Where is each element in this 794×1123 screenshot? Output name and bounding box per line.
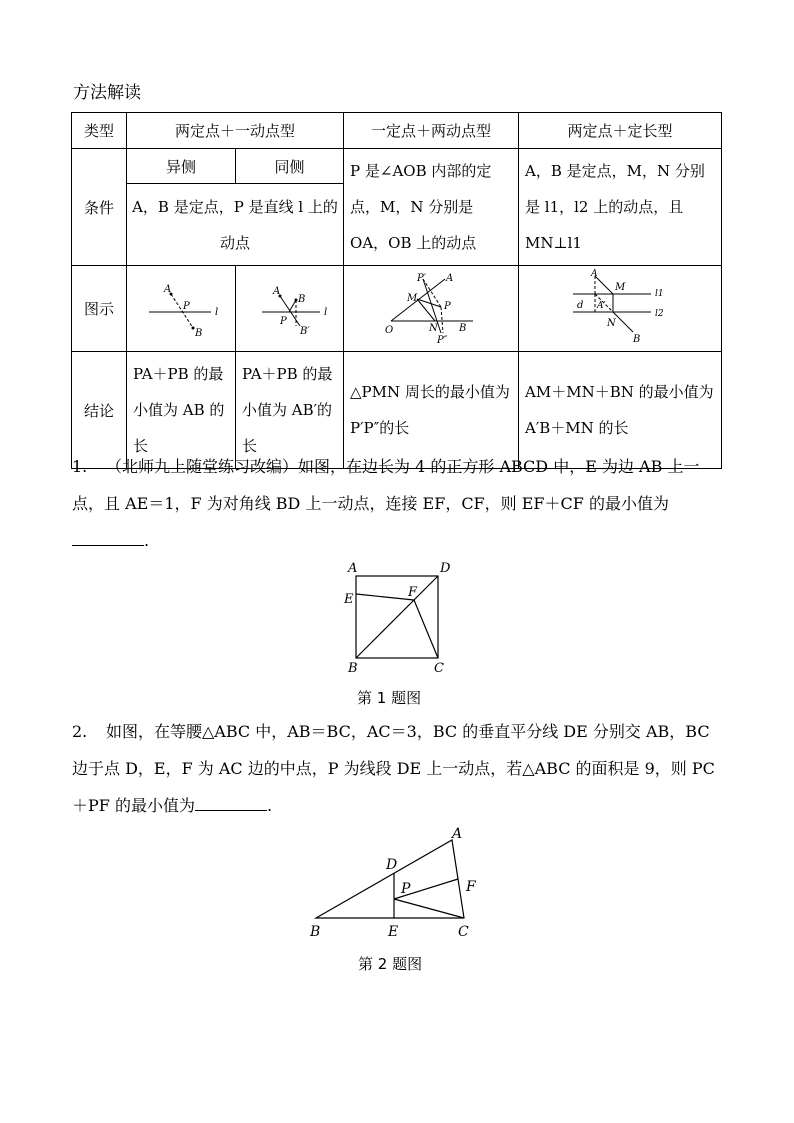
label-B: B <box>310 924 321 940</box>
figure-one-fixed-two-moving <box>344 266 519 352</box>
question-2: 2. 如图，在等腰△ABC 中，AB＝BC，AC＝3，BC 的垂直平分线 DE 分别交 AB，BC 边于点 D，E，F 为 AC 边的中点，P 为线段 DE 上一动点，若△ABC 的面积是 9，则 PC＋PF 的最小值为 . <box>72 713 722 824</box>
label-l: l <box>323 306 327 318</box>
label-C: C <box>434 661 444 676</box>
label-P: P <box>444 300 451 312</box>
section-heading: 方法解读 <box>73 83 141 103</box>
method-table <box>71 112 722 469</box>
label-d: d <box>577 299 584 311</box>
conclusion-same-side: PA＋PB 的最小值为 AB′的长 <box>236 352 344 469</box>
label-A: A <box>164 283 172 295</box>
label-P: P <box>279 315 287 327</box>
label-F: F <box>408 585 418 600</box>
label-A: A <box>446 272 454 284</box>
question-1-number: 1. <box>72 457 88 476</box>
label-M: M <box>407 292 418 304</box>
label-B: B <box>348 661 358 676</box>
question-1-text: （北师九上随堂练习改编）如图，在边长为 4 的正方形 ABCD 中，E 为边 AB 上一点，且 AE＝1，F 为对角线 BD 上一动点，连接 EF，CF，则 EF＋CF 的最小值为 <box>72 457 700 513</box>
label-P: P <box>401 881 411 897</box>
question-1-caption: 第 1 题图 <box>357 689 422 707</box>
label-B: B <box>459 322 467 334</box>
label-B: B <box>195 327 203 339</box>
figure-two-fixed-fixed-length <box>519 266 722 352</box>
question-1-answer-blank[interactable] <box>72 529 144 546</box>
label-E: E <box>388 924 399 940</box>
label-N: N <box>429 322 438 334</box>
figure-same-side <box>236 266 344 352</box>
label-P-double-prime: P″ <box>437 334 448 345</box>
question-2-answer-blank[interactable] <box>195 794 267 811</box>
figure-question-2 <box>306 826 486 944</box>
label-B: B <box>633 333 641 345</box>
label-l1: l1 <box>655 288 664 299</box>
label-B-prime: B′ <box>299 325 310 337</box>
row-label-conclusion: 结论 <box>72 352 127 469</box>
label-A-prime: A′ <box>597 300 606 311</box>
condition-two-fixed-fixed-length: A，B 是定点，M，N 分别是 l1，l2 上的动点，且 MN⊥l1 <box>519 149 722 266</box>
figure-question-1 <box>336 556 456 678</box>
header-type: 类型 <box>72 113 127 149</box>
label-C: C <box>458 924 469 940</box>
question-2-text: 如图，在等腰△ABC 中，AB＝BC，AC＝3，BC 的垂直平分线 DE 分别交 AB，BC 边于点 D，E，F 为 AC 边的中点，P 为线段 DE 上一动点，若△ABC 的面积是 9，则 PC＋PF 的最小值为 <box>72 722 715 815</box>
label-E: E <box>344 592 354 607</box>
subheader-opposite-side: 异侧 <box>127 149 236 184</box>
subheader-same-side: 同侧 <box>236 149 344 184</box>
label-l2: l2 <box>655 308 664 319</box>
label-l: l <box>215 306 219 318</box>
label-B: B <box>297 293 305 305</box>
row-label-figure: 图示 <box>72 266 127 352</box>
question-2-caption: 第 2 题图 <box>358 955 423 973</box>
label-O: O <box>385 324 394 336</box>
header-two-fixed-fixed-length: 两定点＋定长型 <box>519 113 722 149</box>
condition-two-fixed-one-moving: A，B 是定点，P 是直线 l 上的动点 <box>127 184 344 266</box>
header-one-fixed-two-moving: 一定点＋两动点型 <box>344 113 519 149</box>
label-N: N <box>607 317 616 329</box>
label-A: A <box>272 285 280 297</box>
label-P-prime: P′ <box>417 272 427 284</box>
conclusion-two-fixed-fixed-length: AM＋MN＋BN 的最小值为 A′B＋MN 的长 <box>519 352 722 469</box>
label-D: D <box>386 857 398 873</box>
label-A: A <box>348 561 358 576</box>
label-P: P <box>183 300 190 312</box>
label-F: F <box>466 879 476 895</box>
label-A: A <box>452 826 463 842</box>
row-label-condition: 条件 <box>72 149 127 266</box>
conclusion-one-fixed-two-moving: △PMN 周长的最小值为 P′P″的长 <box>344 352 519 469</box>
question-2-number: 2. <box>72 722 88 741</box>
header-two-fixed-one-moving: 两定点＋一动点型 <box>127 113 344 149</box>
label-M: M <box>615 281 626 293</box>
label-D: D <box>440 561 451 576</box>
figure-opposite-side <box>127 266 236 352</box>
conclusion-opposite-side: PA＋PB 的最小值为 AB 的长 <box>127 352 236 469</box>
label-A: A <box>591 268 598 279</box>
condition-one-fixed-two-moving: P 是∠AOB 内部的定点，M，N 分别是 OA，OB 上的动点 <box>344 149 519 266</box>
question-1: 1. （北师九上随堂练习改编）如图，在边长为 4 的正方形 ABCD 中，E 为边 AB 上一点，且 AE＝1，F 为对角线 BD 上一动点，连接 EF，CF，则 EF＋CF 的最小值为. <box>72 448 722 559</box>
